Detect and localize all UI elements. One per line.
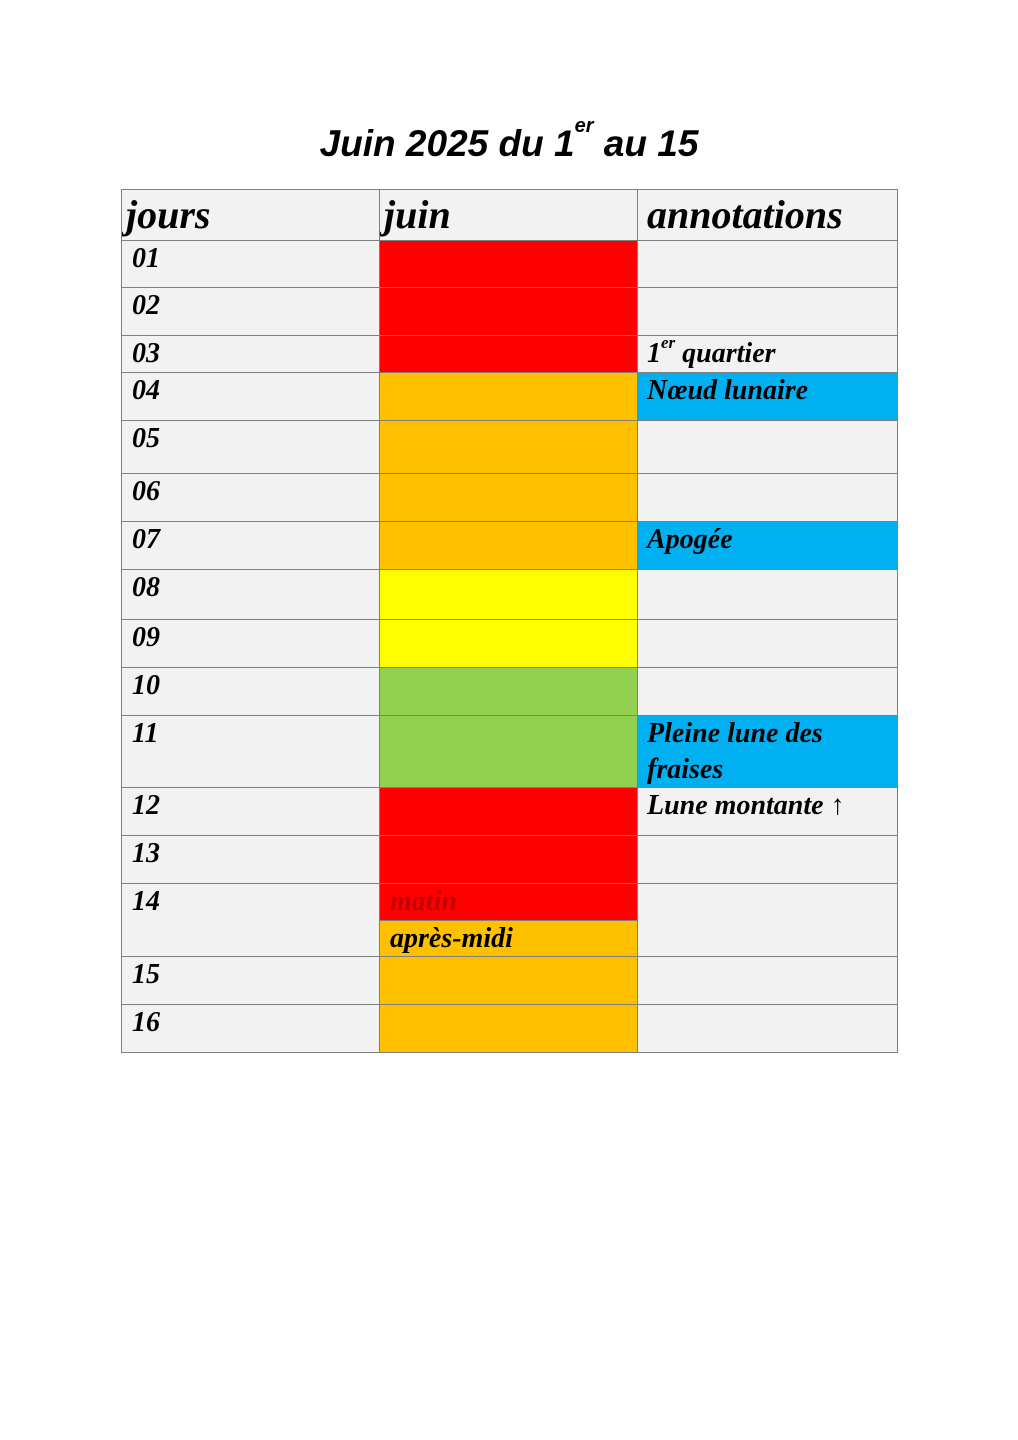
header-month: juin (380, 190, 638, 241)
table-row (122, 522, 898, 570)
day-cell: 08 (122, 570, 380, 620)
mood-color-cell (380, 373, 638, 421)
annotation-cell (638, 957, 898, 1005)
day-cell: 13 (122, 836, 380, 884)
header-notes: annotations (638, 190, 898, 241)
annotation-cell (638, 1005, 898, 1053)
annotation-cell: 1er quartier (638, 336, 898, 373)
mood-color-cell (380, 957, 638, 1005)
mood-color-cell (380, 288, 638, 336)
page-title: Juin 2025 du 1er au 15 (319, 115, 699, 164)
table-row (122, 288, 898, 336)
day-cell: 06 (122, 474, 380, 522)
calendar-table (121, 189, 898, 1053)
day-cell: 07 (122, 522, 380, 570)
annotation-cell (638, 288, 898, 336)
table-row (122, 957, 898, 1005)
day-cell: 05 (122, 421, 380, 474)
table-row (122, 788, 898, 836)
annotation-cell (638, 570, 898, 620)
annotation-cell: Lune montante ↑ (638, 788, 898, 836)
mood-color-cell (380, 1005, 638, 1053)
table-row (122, 668, 898, 716)
half-day-afternoon: après-midi (380, 920, 637, 957)
day-cell: 01 (122, 241, 380, 288)
half-day-morning: matin (380, 884, 637, 920)
table-row (122, 474, 898, 522)
day-cell: 10 (122, 668, 380, 716)
mood-color-cell (380, 716, 638, 788)
annotation-cell (638, 836, 898, 884)
mood-color-cell (380, 522, 638, 570)
annotation-cell (638, 884, 898, 957)
mood-color-cell (380, 336, 638, 373)
day-cell: 16 (122, 1005, 380, 1053)
table-row (122, 336, 898, 373)
annotation-cell (638, 421, 898, 474)
day-cell: 12 (122, 788, 380, 836)
annotation-cell (638, 620, 898, 668)
mood-color-cell (380, 241, 638, 288)
mood-color-cell (380, 620, 638, 668)
day-cell: 11 (122, 716, 380, 788)
header-row (122, 190, 898, 241)
mood-color-cell (380, 788, 638, 836)
annotation-cell: Pleine lune des fraises (638, 716, 898, 788)
table-row (122, 570, 898, 620)
table-row (122, 1005, 898, 1053)
mood-color-cell (380, 474, 638, 522)
table-row (122, 620, 898, 668)
mood-color-cell (380, 421, 638, 474)
mood-color-cell (380, 570, 638, 620)
annotation-cell (638, 474, 898, 522)
day-cell: 03 (122, 336, 380, 373)
day-cell: 02 (122, 288, 380, 336)
table-row (122, 836, 898, 884)
mood-color-cell (380, 668, 638, 716)
annotation-cell (638, 668, 898, 716)
mood-color-cell (380, 836, 638, 884)
header-days: jours (122, 190, 380, 241)
day-cell: 09 (122, 620, 380, 668)
day-cell: 04 (122, 373, 380, 421)
table-row (122, 373, 898, 421)
annotation-cell (638, 241, 898, 288)
table-row (122, 716, 898, 788)
mood-color-cell (380, 884, 638, 957)
table-row (122, 884, 898, 957)
annotation-cell: Apogée (638, 522, 898, 570)
table-row (122, 421, 898, 474)
table-row (122, 241, 898, 288)
day-cell: 14 (122, 884, 380, 957)
day-cell: 15 (122, 957, 380, 1005)
annotation-cell: Nœud lunaire (638, 373, 898, 421)
